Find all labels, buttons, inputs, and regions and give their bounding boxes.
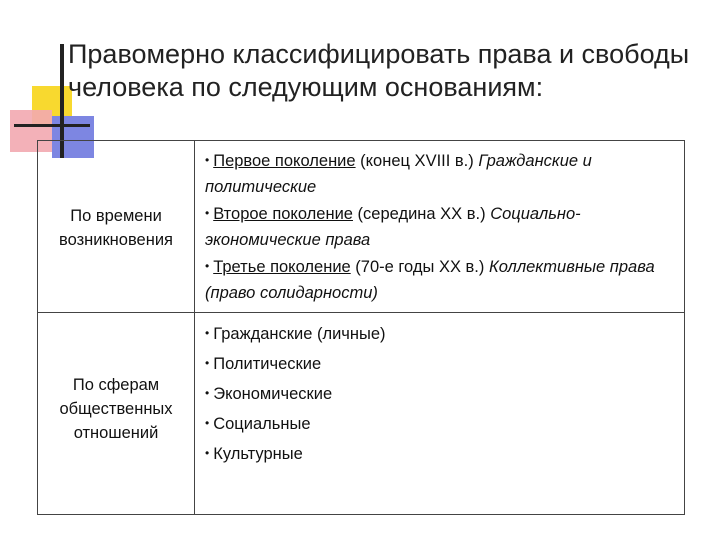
row-content: [195, 141, 684, 312]
item-tail: Гражданские и политические: [205, 152, 592, 196]
classification-table: [37, 140, 685, 515]
item-head: Первое поколение: [213, 152, 356, 170]
item-mid: (70-е годы XX в.): [350, 258, 489, 276]
list-item: [205, 319, 676, 349]
list-item: [205, 147, 676, 200]
row-label: По сферам общественных отношений: [38, 313, 195, 514]
table-row: [38, 141, 684, 313]
item-mid: (конец XVIII в.): [355, 152, 479, 170]
bullet-icon: •: [205, 153, 210, 167]
bullet-icon: •: [205, 446, 210, 460]
bullet-icon: •: [205, 206, 210, 220]
bullet-icon: •: [205, 356, 210, 370]
item-head: Третье поколение: [213, 258, 351, 276]
item-text: Экономические: [213, 385, 333, 403]
list-item: [205, 379, 676, 409]
table-row: [38, 313, 684, 514]
list-item: [205, 200, 676, 253]
bullet-icon: •: [205, 259, 210, 273]
bullet-icon: •: [205, 326, 210, 340]
item-text: Политические: [213, 355, 322, 373]
list-item: [205, 253, 676, 306]
item-text: Культурные: [213, 445, 303, 463]
item-text: Социальные: [213, 415, 311, 433]
bullet-icon: •: [205, 386, 210, 400]
slide-title: Правомерно классифицировать права и свободы человека по следующим основаниям:: [68, 39, 690, 102]
logo-horizontal-line: [14, 124, 90, 127]
item-text: Гражданские (личные): [213, 325, 386, 343]
list-item: [205, 439, 676, 469]
row-content: [195, 313, 684, 514]
list-item: [205, 349, 676, 379]
row-label: По времени возникновения: [38, 141, 195, 312]
list-item: [205, 409, 676, 439]
item-head: Второе поколение: [213, 205, 353, 223]
item-tail: Коллективные права (право солидарности): [205, 258, 655, 302]
item-mid: (середина XX в.): [352, 205, 491, 223]
item-tail: Социально-экономические права: [205, 205, 581, 249]
bullet-icon: •: [205, 416, 210, 430]
